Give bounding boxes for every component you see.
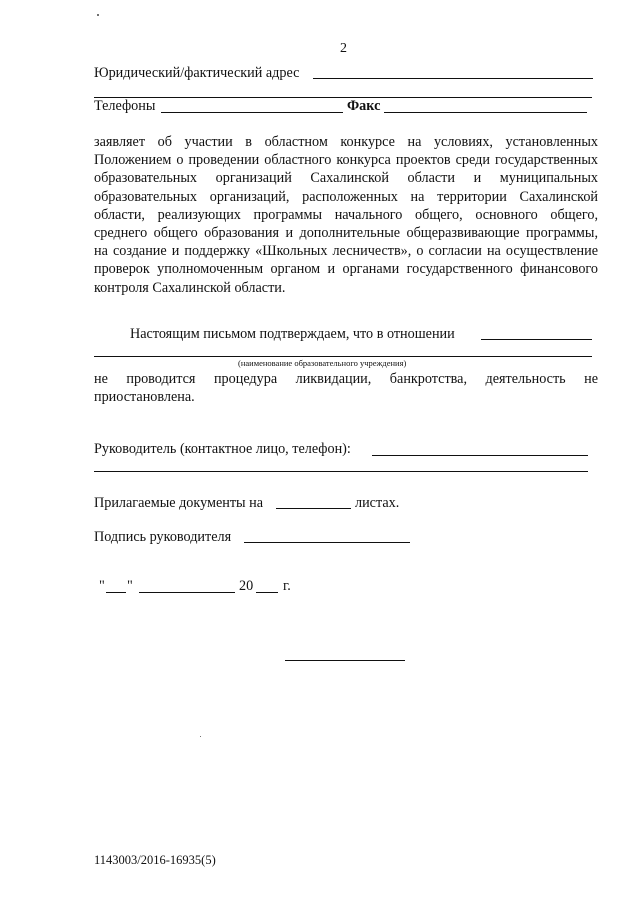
- fax-label: Факс: [347, 98, 381, 114]
- date-year-suffix: г.: [283, 578, 291, 594]
- date-year-prefix: 20: [239, 578, 254, 594]
- address-field-line[interactable]: [313, 78, 593, 79]
- date-year-line[interactable]: [256, 592, 278, 593]
- date-month-line[interactable]: [139, 592, 235, 593]
- address-label: Юридический/фактический адрес: [94, 65, 300, 81]
- date-day-line[interactable]: [106, 592, 126, 593]
- institution-field-line[interactable]: [481, 339, 592, 340]
- statement-paragraph: заявляет об участии в областном конкурсе на условиях, установленных Положением о проведении областного конкурса проектов среди государственных образовательных организаций Сахалинской области и муниципальных образовательных организаций, расположенных на территории Сахалинской области, реализующих программы начального общего, основного общего, среднего общего образования и дополнительные общеразвивающие программы, на создание и поддержку «Школьных лесничеств», о согласии на осуществление проверок уполномоченным органом и органами государственного финансового контроля Сахалинской области.: [94, 134, 598, 296]
- confirmation-continuation: не проводится процедура ликвидации, банкротства, деятельность не приостановлена.: [94, 371, 598, 406]
- date-quote-open: ": [99, 578, 105, 594]
- page-number: 2: [340, 41, 347, 56]
- attachments-count-line[interactable]: [276, 508, 351, 509]
- signature-line[interactable]: [244, 542, 410, 543]
- institution-caption: (наименование образовательного учреждения): [238, 358, 407, 368]
- date-quote-close: ": [127, 578, 133, 594]
- separator-line: [285, 660, 405, 661]
- fax-field-line[interactable]: [384, 112, 587, 113]
- phones-label: Телефоны: [94, 98, 156, 114]
- document-code: 1143003/2016-16935(5): [94, 853, 216, 867]
- confirmation-lead: Настоящим письмом подтверждаем, что в отношении: [130, 326, 455, 342]
- attachments-prefix: Прилагаемые документы на: [94, 495, 264, 511]
- contact-field-line[interactable]: [372, 455, 588, 456]
- contact-label: Руководитель (контактное лицо, телефон):: [94, 441, 351, 457]
- scan-mark: [200, 736, 201, 737]
- phones-field-line[interactable]: [161, 112, 343, 113]
- contact-field-line-2[interactable]: [94, 471, 588, 472]
- signature-label: Подпись руководителя: [94, 529, 232, 545]
- address-field-line-2[interactable]: [94, 97, 592, 98]
- institution-field-line-2[interactable]: [94, 356, 592, 357]
- attachments-suffix: листах.: [355, 495, 400, 511]
- scan-mark: [97, 14, 99, 16]
